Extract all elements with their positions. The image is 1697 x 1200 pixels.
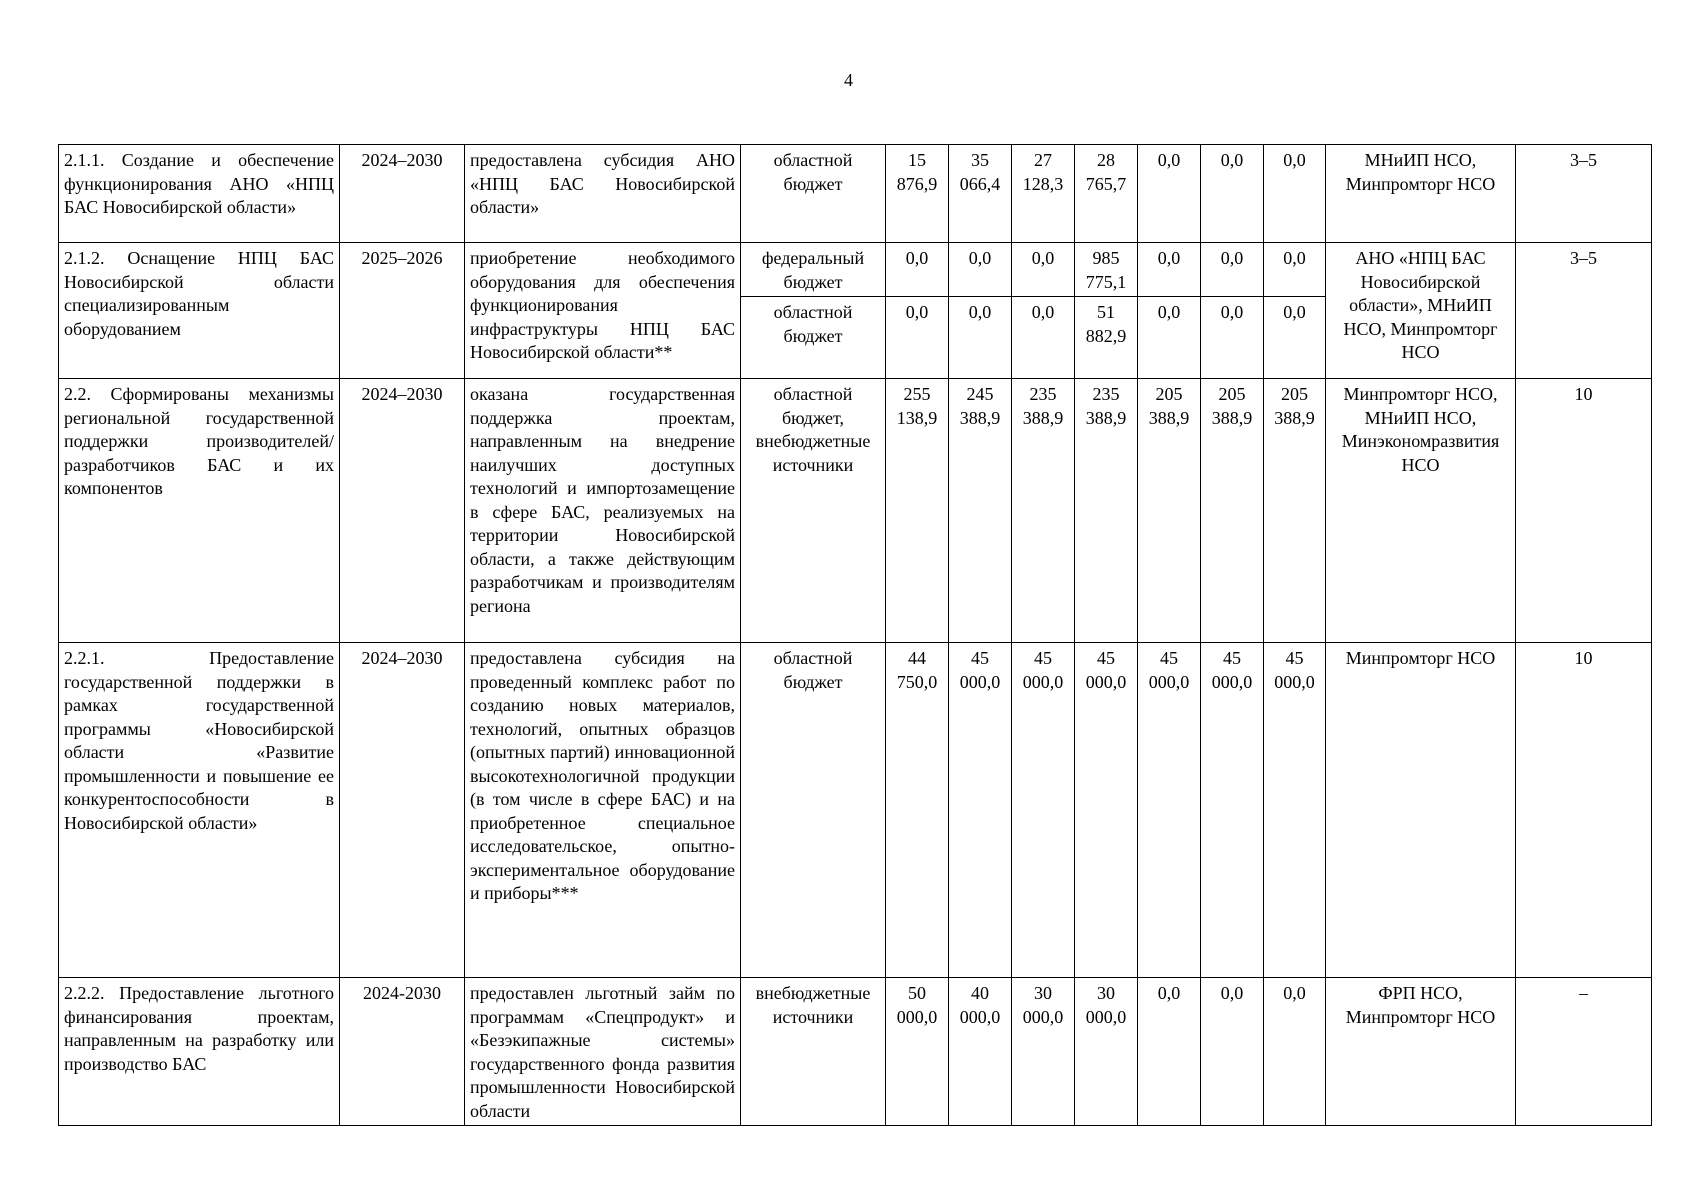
funding-value-cell: 15 876,9 <box>886 145 949 243</box>
period-cell: 2025–2026 <box>340 243 465 379</box>
indicators-cell: 3–5 <box>1516 243 1652 379</box>
funding-value-cell: 28 765,7 <box>1075 145 1138 243</box>
funding-value-cell: 205 388,9 <box>1201 379 1264 643</box>
period-cell: 2024–2030 <box>340 643 465 978</box>
funding-value-cell: 0,0 <box>1201 978 1264 1126</box>
period-cell: 2024–2030 <box>340 379 465 643</box>
funding-value-cell: 0,0 <box>1138 145 1201 243</box>
task-cell: 2.2. Сформированы механизмы региональной государственной поддержки производителей/разработчиков БАС и их компонентов <box>59 379 340 643</box>
funding-value-cell: 45 000,0 <box>1012 643 1075 978</box>
funding-value-cell: 51 882,9 <box>1075 297 1138 379</box>
funding-value-cell: 44 750,0 <box>886 643 949 978</box>
task-cell: 2.1.1. Создание и обеспечение функционирования АНО «НПЦ БАС Новосибирской области» <box>59 145 340 243</box>
table-row <box>59 379 1652 643</box>
funding-value-cell: 45 000,0 <box>1264 643 1326 978</box>
result-cell: приобретение необходимого оборудования для обеспечения функционирования инфраструктуры НПЦ БАС Новосибирской области** <box>465 243 741 379</box>
funding-value-cell: 45 000,0 <box>1138 643 1201 978</box>
responsible-cell: АНО «НПЦ БАС Новосибирской области», МНиИП НСО, Минпромторг НСО <box>1326 243 1516 379</box>
funding-value-cell: 0,0 <box>1138 978 1201 1126</box>
result-cell: предоставлен льготный займ по программам «Спецпродукт» и «Безэкипажные системы» государственного фонда развития промышленности Новосибирской области <box>465 978 741 1126</box>
funding-value-cell: 0,0 <box>1264 145 1326 243</box>
funding-value-cell: 0,0 <box>1201 243 1264 297</box>
funding-value-cell: 45 000,0 <box>1075 643 1138 978</box>
funding-value-cell: 50 000,0 <box>886 978 949 1126</box>
funding-value-cell: 30 000,0 <box>1075 978 1138 1126</box>
task-cell: 2.2.2. Предоставление льготного финансирования проектам, направленным на разработку или производство БАС <box>59 978 340 1126</box>
funding-value-cell: 0,0 <box>949 243 1012 297</box>
funding-source-cell: областной бюджет <box>741 297 886 379</box>
period-cell: 2024-2030 <box>340 978 465 1126</box>
indicators-cell: 3–5 <box>1516 145 1652 243</box>
period-cell: 2024–2030 <box>340 145 465 243</box>
funding-value-cell: 45 000,0 <box>949 643 1012 978</box>
responsible-cell: Минпромторг НСО, МНиИП НСО, Минэкономразвития НСО <box>1326 379 1516 643</box>
funding-source-cell: областной бюджет <box>741 145 886 243</box>
funding-value-cell: 0,0 <box>1201 145 1264 243</box>
table-body <box>59 145 1652 1126</box>
indicators-cell: 10 <box>1516 643 1652 978</box>
funding-value-cell: 0,0 <box>1012 297 1075 379</box>
result-cell: предоставлена субсидия на проведенный комплекс работ по созданию новых материалов, технологий, опытных образцов (опытных партий) инновационной высокотехнологичной продукции (в том числе в сфере БАС) и на приобретенное специальное исследовательское, опытно-экспериментальное оборудование и приборы*** <box>465 643 741 978</box>
funding-source-cell: федеральный бюджет <box>741 243 886 297</box>
funding-source-cell: областной бюджет <box>741 643 886 978</box>
funding-value-cell: 205 388,9 <box>1264 379 1326 643</box>
indicators-cell: – <box>1516 978 1652 1126</box>
responsible-cell: Минпромторг НСО <box>1326 643 1516 978</box>
table-row <box>59 243 1652 297</box>
funding-source-cell: внебюджетные источники <box>741 978 886 1126</box>
funding-value-cell: 0,0 <box>1201 297 1264 379</box>
funding-value-cell: 0,0 <box>1138 243 1201 297</box>
funding-value-cell: 245 388,9 <box>949 379 1012 643</box>
funding-value-cell: 0,0 <box>1138 297 1201 379</box>
measures-table <box>58 144 1652 1126</box>
responsible-cell: МНиИП НСО, Минпромторг НСО <box>1326 145 1516 243</box>
funding-value-cell: 255 138,9 <box>886 379 949 643</box>
funding-value-cell: 235 388,9 <box>1012 379 1075 643</box>
result-cell: оказана государственная поддержка проектам, направленным на внедрение наилучших доступных технологий и импортозамещение в сфере БАС, реализуемых на территории Новосибирской области, а также действующим разработчикам и производителям региона <box>465 379 741 643</box>
task-cell: 2.1.2. Оснащение НПЦ БАС Новосибирской области специализированным оборудованием <box>59 243 340 379</box>
task-cell: 2.2.1. Предоставление государственной поддержки в рамках государственной программы «Новосибирской области «Развитие промышленности и повышение ее конкурентоспособности в Новосибирской области» <box>59 643 340 978</box>
funding-value-cell: 0,0 <box>1264 243 1326 297</box>
funding-value-cell: 205 388,9 <box>1138 379 1201 643</box>
funding-value-cell: 35 066,4 <box>949 145 1012 243</box>
funding-value-cell: 0,0 <box>886 243 949 297</box>
funding-value-cell: 27 128,3 <box>1012 145 1075 243</box>
funding-value-cell: 0,0 <box>1264 297 1326 379</box>
page-number: 4 <box>844 70 853 90</box>
funding-value-cell: 40 000,0 <box>949 978 1012 1126</box>
indicators-cell: 10 <box>1516 379 1652 643</box>
funding-value-cell: 985 775,1 <box>1075 243 1138 297</box>
funding-value-cell: 235 388,9 <box>1075 379 1138 643</box>
funding-value-cell: 30 000,0 <box>1012 978 1075 1126</box>
responsible-cell: ФРП НСО, Минпромторг НСО <box>1326 978 1516 1126</box>
funding-value-cell: 0,0 <box>1012 243 1075 297</box>
funding-value-cell: 0,0 <box>886 297 949 379</box>
funding-value-cell: 45 000,0 <box>1201 643 1264 978</box>
funding-value-cell: 0,0 <box>949 297 1012 379</box>
table-row <box>59 643 1652 978</box>
funding-source-cell: областной бюджет, внебюджетные источники <box>741 379 886 643</box>
result-cell: предоставлена субсидия АНО «НПЦ БАС Новосибирской области» <box>465 145 741 243</box>
funding-value-cell: 0,0 <box>1264 978 1326 1126</box>
table-row <box>59 978 1652 1126</box>
table-row <box>59 145 1652 243</box>
